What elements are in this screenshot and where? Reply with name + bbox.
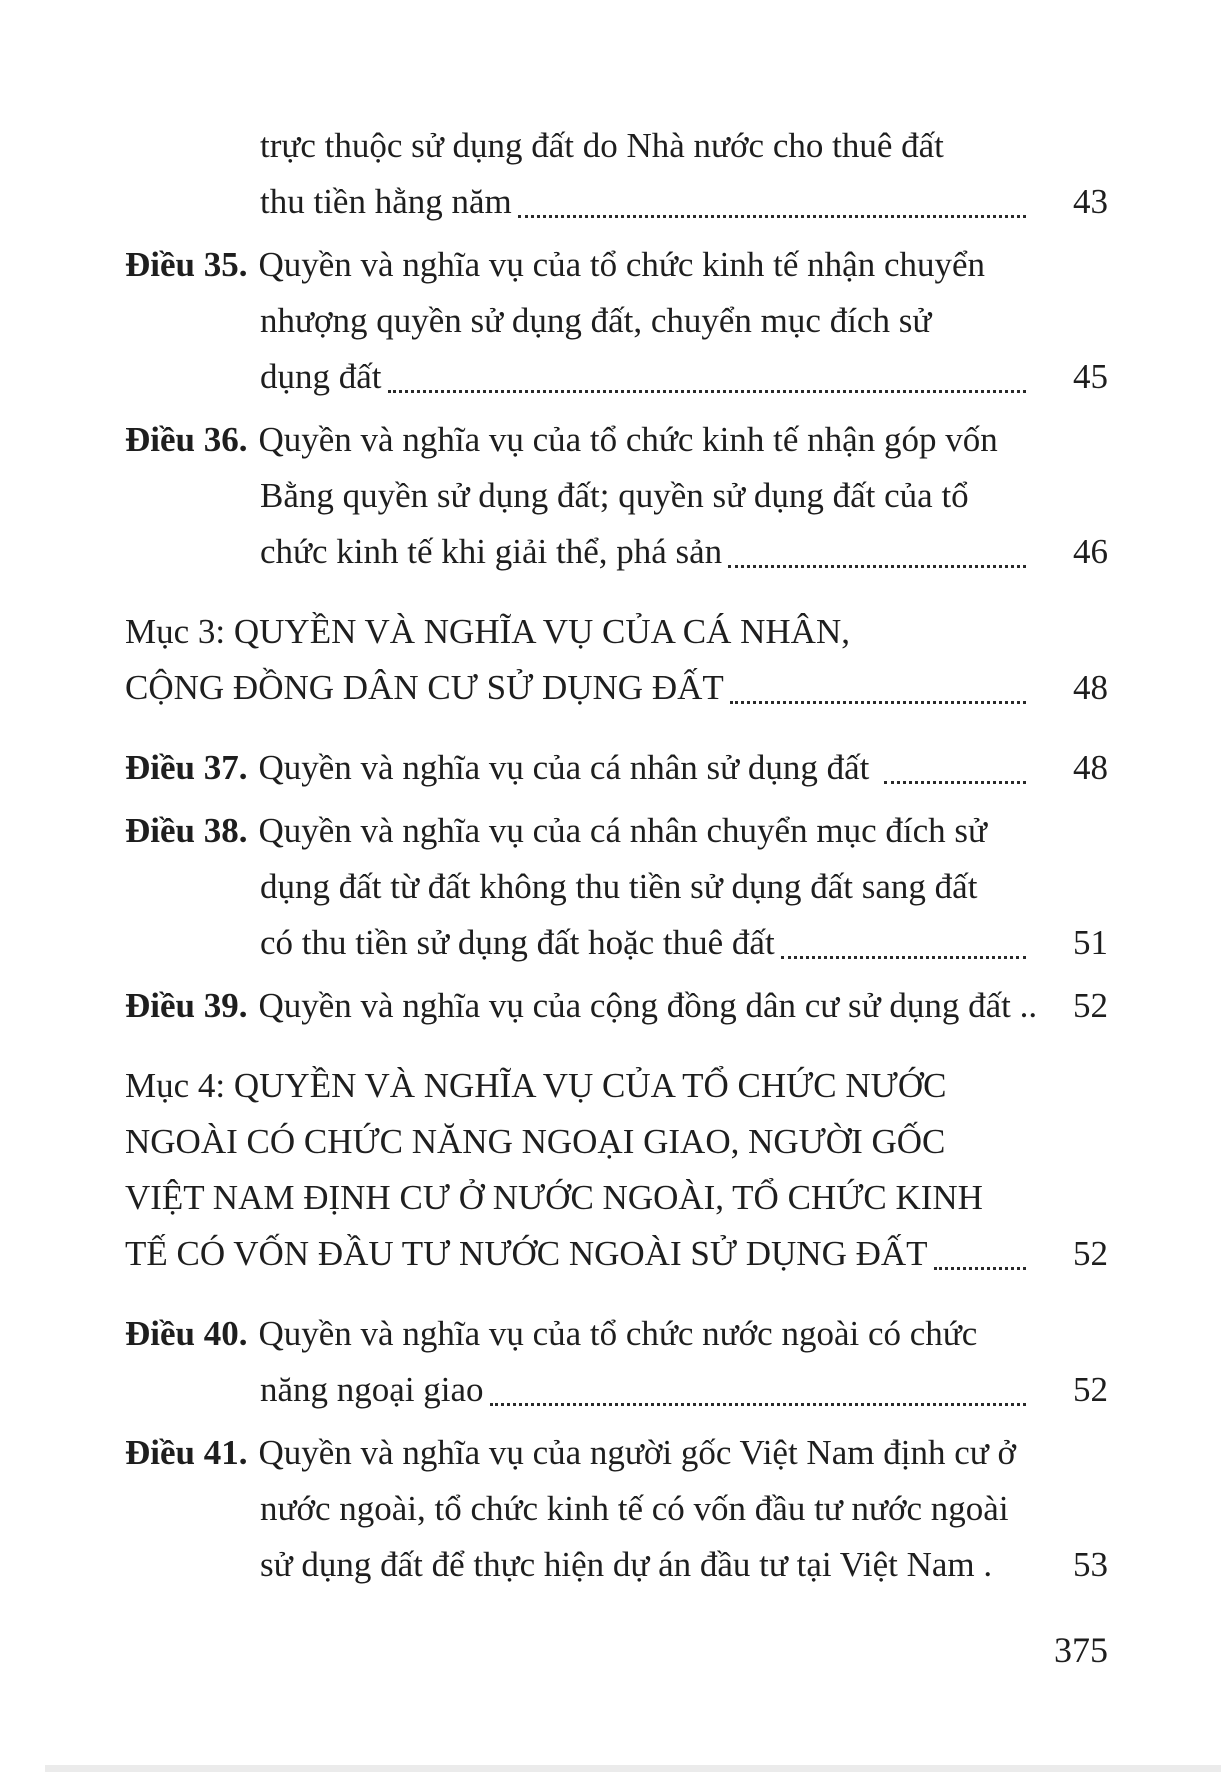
entry-text: Quyền và nghĩa vụ của tổ chức nước ngoài có chức: [258, 1314, 978, 1353]
toc-line: [125, 412, 1108, 468]
section-heading-text: VIỆT NAM ĐỊNH CƯ Ở NƯỚC NGOÀI, TỔ CHỨC KINH: [125, 1178, 983, 1217]
entry-page-number: 45: [1073, 357, 1108, 396]
entry-text: nước ngoài, tổ chức kinh tế có vốn đầu tư nước ngoài: [260, 1489, 1009, 1528]
toc-line: [125, 859, 1108, 915]
dotted-leader: [928, 1226, 1034, 1282]
toc-line: [125, 978, 1108, 1034]
section-heading-text: CỘNG ĐỒNG DÂN CƯ SỬ DỤNG ĐẤT: [125, 668, 724, 707]
toc-section-muc-4: [125, 1058, 1108, 1282]
toc-line: [125, 118, 1108, 174]
toc-line: [125, 1425, 1108, 1481]
entry-text: sử dụng đất để thực hiện dự án đầu tư tại Việt Nam .: [260, 1545, 993, 1584]
entry-text: Quyền và nghĩa vụ của cá nhân sử dụng đất: [258, 748, 879, 787]
toc-line: [125, 1537, 1108, 1593]
entry-text: thu tiền hằng năm: [260, 182, 512, 221]
table-of-contents: [125, 118, 1108, 1600]
section-heading-text: NGOÀI CÓ CHỨC NĂNG NGOẠI GIAO, NGƯỜI GỐC: [125, 1122, 946, 1161]
toc-line: [125, 803, 1108, 859]
dotted-leader: [878, 740, 1034, 796]
article-number-label: Điều 40.: [125, 1314, 248, 1353]
entry-text: Quyền và nghĩa vụ của cộng đồng dân cư sử dụng đất ..: [258, 986, 1038, 1025]
scan-artifact-strip: [45, 1765, 1221, 1772]
entry-text: nhượng quyền sử dụng đất, chuyển mục đích sử: [260, 301, 932, 340]
article-number-label: Điều 39.: [125, 986, 248, 1025]
entry-text: dụng đất từ đất không thu tiền sử dụng đất sang đất: [260, 867, 978, 906]
dotted-leader: [382, 349, 1034, 405]
article-number-label: Điều 38.: [125, 811, 248, 850]
entry-text: chức kinh tế khi giải thể, phá sản: [260, 532, 723, 571]
toc-line: [125, 915, 1108, 971]
toc-line: [125, 740, 1108, 796]
toc-line: [125, 293, 1108, 349]
toc-line: [125, 349, 1108, 405]
entry-page-number: 53: [1073, 1545, 1108, 1584]
toc-section-muc-3: [125, 604, 1108, 716]
dotted-leader: [512, 174, 1034, 230]
article-number-label: Điều 36.: [125, 420, 248, 459]
toc-entry-dieu-38: [125, 803, 1108, 971]
entry-page-number: 52: [1073, 986, 1108, 1025]
article-number-label: Điều 35.: [125, 245, 248, 284]
entry-page-number: 52: [1073, 1234, 1108, 1273]
entry-text: Quyền và nghĩa vụ của tổ chức kinh tế nhận góp vốn: [258, 420, 998, 459]
toc-entry-dieu-40: [125, 1306, 1108, 1418]
dotted-leader: [724, 660, 1034, 716]
article-number-label: Điều 41.: [125, 1433, 248, 1472]
article-number-label: Điều 37.: [125, 748, 248, 787]
toc-line: [125, 524, 1108, 580]
toc-entry-continuation: [125, 118, 1108, 230]
toc-line: [125, 660, 1108, 716]
entry-text: dụng đất: [260, 357, 382, 396]
section-heading-text: Mục 4: QUYỀN VÀ NGHĨA VỤ CỦA TỔ CHỨC NƯỚC: [125, 1066, 947, 1105]
toc-line: [125, 174, 1108, 230]
leader-spacer: [1024, 978, 1034, 1034]
entry-text: năng ngoại giao: [260, 1370, 484, 1409]
section-heading-text: Mục 3: QUYỀN VÀ NGHĨA VỤ CỦA CÁ NHÂN,: [125, 612, 850, 651]
toc-line: [125, 1362, 1108, 1418]
toc-line: [125, 1481, 1108, 1537]
entry-page-number: 46: [1073, 532, 1108, 571]
entry-text: Quyền và nghĩa vụ của tổ chức kinh tế nhận chuyển: [258, 245, 986, 284]
toc-line: [125, 1058, 1108, 1114]
toc-line: [125, 1170, 1108, 1226]
toc-line: [125, 604, 1108, 660]
toc-line: [125, 1306, 1108, 1362]
entry-text: Quyền và nghĩa vụ của người gốc Việt Nam định cư ở: [258, 1433, 1016, 1472]
entry-page-number: 48: [1073, 748, 1108, 787]
toc-entry-dieu-39: [125, 978, 1108, 1034]
toc-line: [125, 468, 1108, 524]
toc-line: [125, 1114, 1108, 1170]
toc-line: [125, 237, 1108, 293]
section-heading-text: TẾ CÓ VỐN ĐẦU TƯ NƯỚC NGOÀI SỬ DỤNG ĐẤT: [125, 1234, 928, 1273]
leader-spacer: [992, 1537, 1034, 1593]
toc-entry-dieu-35: [125, 237, 1108, 405]
entry-text: trực thuộc sử dụng đất do Nhà nước cho thuê đất: [260, 126, 944, 165]
toc-line: [125, 1226, 1108, 1282]
entry-page-number: 48: [1073, 668, 1108, 707]
dotted-leader: [722, 524, 1034, 580]
dotted-leader: [484, 1362, 1034, 1418]
entry-text: có thu tiền sử dụng đất hoặc thuê đất: [260, 923, 775, 962]
toc-entry-dieu-36: [125, 412, 1108, 580]
entry-page-number: 52: [1073, 1370, 1108, 1409]
entry-page-number: 43: [1073, 182, 1108, 221]
entry-page-number: 51: [1073, 923, 1108, 962]
entry-text: Quyền và nghĩa vụ của cá nhân chuyển mục đích sử: [258, 811, 987, 850]
footer-page-number: 375: [1054, 1630, 1108, 1670]
dotted-leader: [775, 915, 1034, 971]
toc-entry-dieu-41: [125, 1425, 1108, 1593]
entry-text: Bằng quyền sử dụng đất; quyền sử dụng đất của tổ: [260, 476, 969, 515]
toc-entry-dieu-37: [125, 740, 1108, 796]
